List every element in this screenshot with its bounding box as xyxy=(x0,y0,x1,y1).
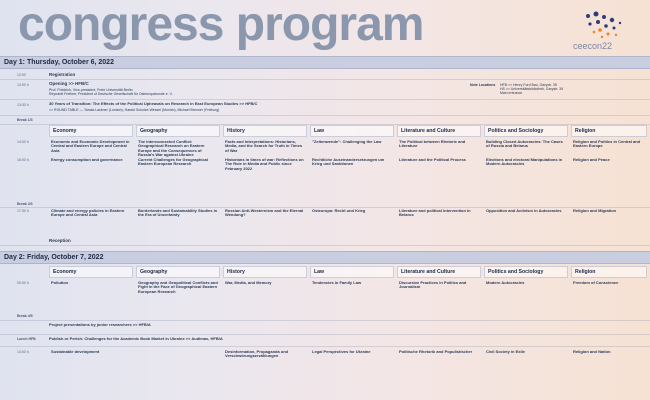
day2-column-head-2: History xyxy=(223,266,307,278)
day1-session-cell: Building Closed Autocracies: The Cases of Russia and Belarus xyxy=(486,139,563,149)
break1-row: Break 1/3 xyxy=(0,116,650,125)
day1-session-cell: Religion and Politics in Central and Eastern Europe xyxy=(573,139,641,149)
day2-column-head-5: Politics and Sociology xyxy=(484,266,568,278)
registration-row: 12:00 Registration xyxy=(0,70,650,80)
reception-row: Reception xyxy=(0,236,650,246)
day2-column-head-4: Literature and Culture xyxy=(397,266,481,278)
day2-session-cell: War, Media, and Memory xyxy=(225,280,272,285)
day2-session-cell: Modern Autocracies xyxy=(486,280,525,285)
day1-session-cell: Literature and the Political Process xyxy=(399,157,466,162)
day1-session-cell: Russian Anti-Westernism and the Eternal Wendung? xyxy=(225,208,304,218)
day2-slot-time: 14:00 h xyxy=(17,350,29,354)
day1-session-cell: Religion and Migration xyxy=(573,208,617,213)
day1-session-cell: Rechtliche Auseinandersetzungen um Krieg und Sanktionen xyxy=(312,157,385,167)
page-header xyxy=(0,0,650,54)
day1-column-head-6: Religion xyxy=(571,125,647,137)
day2-session-cell: Religion and Nation xyxy=(573,349,611,354)
day1-column-head-0: Economy xyxy=(49,125,133,137)
keynote-title: 30 Years of Transition: The Effects of the Political Upheavals on Research in East European Studies >> HFB/C xyxy=(49,101,258,106)
day2-session-cell: Desinformation, Propaganda und Verschwörungserzählungen xyxy=(225,349,289,359)
break2-row: Break 2/3 xyxy=(0,200,650,208)
day1-session-cell: Opposition and Activism in Autocracies xyxy=(486,208,562,213)
day1-session-cell: The Political between Rhetoric and Literature xyxy=(399,139,466,149)
day1-column-head-5: Politics and Sociology xyxy=(484,125,568,137)
opening-row: 13:00 h Opening >> HFB/C Prof. Friedrich, Vice-president, Freie Universität Berlin Reynardt Freiherr, President of Deutsche Gesellschaft für Osteuropakunde e. V. Note Locations HFB >> Henry Ford Bau, Garystr. 35 HS >> Universitätsbibliothek, Garystr. 39 Main entrance xyxy=(0,80,650,100)
day1-session-cell: Facts and Interpretations: Historians, Media, and the Search for Truth in Times of War xyxy=(225,139,303,153)
day2-session-cell: Geography and Geopolitical Conflicts and Fight in the Face of Geographical Eastern European Research xyxy=(138,280,218,294)
day2-session-cell: Discursive Practices in Politics and Journalism xyxy=(399,280,467,290)
lunch-row: Lunch HFB Publish or Perish: Challenges for the Academic Book Market in Ukraine >> Audimax, HFB/A xyxy=(0,335,650,347)
day1-column-head-1: Geography xyxy=(136,125,220,137)
day2-session-cell: Legal Perspectives for Ukraine xyxy=(312,349,371,354)
day1-session-cell: Borderlands and Sustainability Studies in the Era of Uncertainty xyxy=(138,208,218,218)
day1-column-head-3: Law xyxy=(310,125,394,137)
day2-session-cell: Tendencies in Family Law xyxy=(312,280,362,285)
day1-column-head-4: Literature and Culture xyxy=(397,125,481,137)
logo-text: ceecon22 xyxy=(573,41,613,51)
project-row: Project presentations by junior researchers >> HFB/A xyxy=(0,321,650,335)
page-title: congress program xyxy=(18,0,424,51)
day1-slot-time: 14:00 h xyxy=(17,140,29,144)
day2-column-head-6: Religion xyxy=(571,266,647,278)
day2-bar: Day 2: Friday, October 7, 2022 xyxy=(0,251,650,264)
day2-slot-time: 09:00 h xyxy=(17,281,29,285)
day2-column-head-3: Law xyxy=(310,266,394,278)
day1-slot-time: 17:30 h xyxy=(17,209,29,213)
day1-session-cell: Religion and Peace xyxy=(573,157,610,162)
day1-session-cell: "Zeitenwende": Challenging the Law xyxy=(312,139,382,144)
break4-row: Break 4/5 xyxy=(0,312,650,321)
day2-session-cell: Civil Society in Exile xyxy=(486,349,525,354)
day1-session-cell: Current Challenges for Geographical Eastern European Research xyxy=(138,157,209,167)
day1-session-cell: Elections and electoral Manipulations in Modern Autocracies xyxy=(486,157,563,167)
day2-session-cell: Sustainable development xyxy=(51,349,100,354)
day2-session-cell: Freedom of Conscience xyxy=(573,280,619,285)
opening-title: Opening >> HFB/C xyxy=(49,81,89,86)
keynote-row: 13:30 h 30 Years of Transition: The Effects of the Political Upheavals on Research in East European Studies >> HFB/C << ROUND TABLE — Tamás Lackner (London), Harald Schulze-Wessel (Munich), Michael Brenner (Freiburg) xyxy=(0,100,650,116)
day2-session-cell: Pollution xyxy=(51,280,69,285)
day1-session-cell: Economic and Economic Development in Central and Eastern Europe and Central Asia xyxy=(51,139,130,153)
day1-bar: Day 1: Thursday, October 6, 2022 xyxy=(0,56,650,69)
day1-session-cell: Historians in times of war: Reflections on The Role in Media and Public since February 2022 xyxy=(225,157,304,171)
day1-column-head-2: History xyxy=(223,125,307,137)
day2-column-head-0: Economy xyxy=(49,266,133,278)
day1-session-cell: Climate and energy policies in Eastern Europe and Central Asia xyxy=(51,208,125,218)
day2-column-head-1: Geography xyxy=(136,266,220,278)
day2-session-cell: Politische Rhetorik and Populistischer xyxy=(399,349,473,354)
day1-session-cell: Energy consumption and governance xyxy=(51,157,123,162)
day1-slot-time: 16:00 h xyxy=(17,158,29,162)
day1-session-cell: Literature and political intervention in Belarus xyxy=(399,208,471,218)
day1-session-cell: The Interconnected Conflict: Geographical Research on Eastern Europe and the Consequences of Russia's War against Ukraine xyxy=(138,139,205,158)
day1-session-cell: Osteuropa: Recht und Krieg xyxy=(312,208,366,213)
